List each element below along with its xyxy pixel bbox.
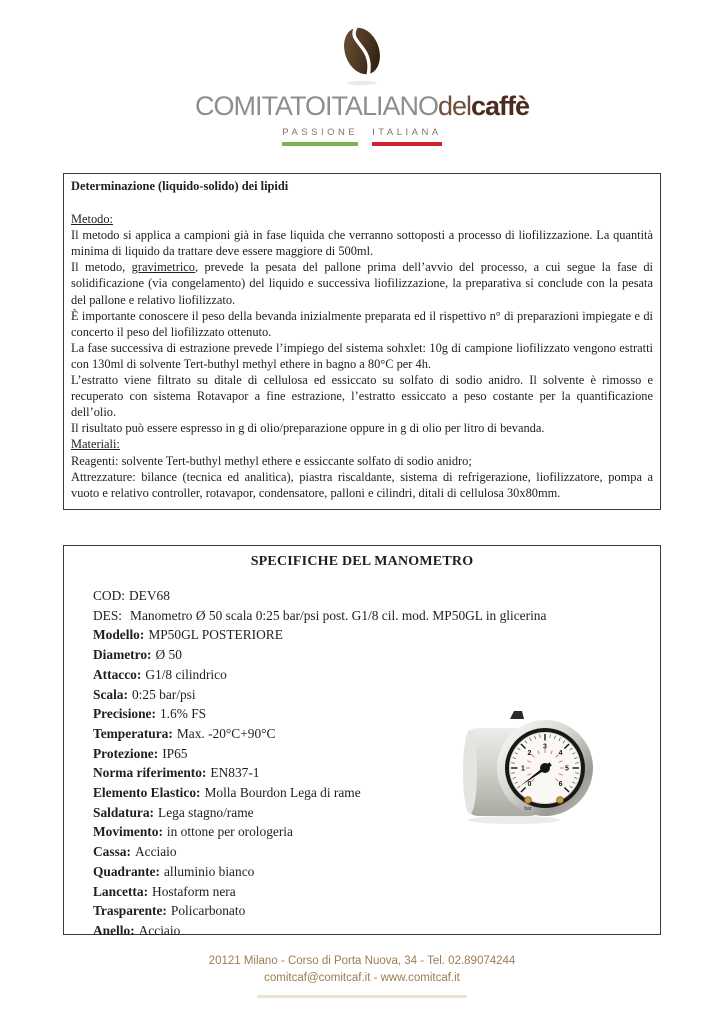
coffee-bean-icon: [0, 20, 724, 92]
spec-row-anello: Anello: Acciaio: [93, 922, 181, 938]
footer-address: 20121 Milano - Corso di Porta Nuova, 34 - Tel. 02.89074244: [208, 955, 516, 967]
spec-row-diametro: Diametro: Ø 50: [93, 647, 182, 663]
svg-text:1: 1: [521, 765, 525, 773]
svg-text:3: 3: [543, 743, 547, 751]
spec-row-lancetta: Lancetta: Hostaform nera: [93, 883, 236, 899]
spec-row-cassa: Cassa: Acciaio: [93, 844, 177, 860]
paragraph-result: Il risultato può essere espresso in g di olio/preparazione oppure in g di olio per litro di bevanda.: [71, 421, 545, 436]
spec-row-trasparente: Trasparente: Policarbonato: [93, 903, 246, 919]
spec-row-des: DES: Manometro Ø 50 scala 0:25 bar/psi post. G1/8 cil. mod. MP50GL in glicerina: [93, 607, 547, 623]
brand-tagline: [0, 127, 724, 146]
spec-row-saldatura: Saldatura: Lega stagno/rame: [93, 804, 254, 820]
svg-text:5: 5: [565, 765, 569, 773]
spec-row-modello: Modello: MP50GL POSTERIORE: [93, 627, 283, 643]
paragraph-gravimetric: Il metodo, gravimetrico, prevede la pesata del pallone prima dell’avvio del processo, a cui segue la fase di solidificazione (via congelamento) del liquido e successiva liofilizzazione, la preparativa si conclude con la pesata del pallone e relativo liofilizzato.: [71, 260, 653, 307]
gravimetrico-underlined: gravimetrico: [131, 260, 195, 275]
footer-contacts: comitcaf@comitcaf.it - www.comitcaf.it: [264, 972, 460, 984]
spec-row-temperatura: Temperatura: Max. -20°C+90°C: [93, 725, 276, 741]
spec-row-quadrante: Quadrante: alluminio bianco: [93, 863, 255, 879]
manometer-box-title: SPECIFICHE DEL MANOMETRO: [250, 554, 474, 569]
brand-part-caffe: caffè: [471, 91, 530, 121]
svg-text:6: 6: [558, 781, 563, 789]
paragraph-soxhlet: La fase successiva di estrazione prevede l’impiego del sistema sohxlet: 10g di campione liofilizzato vengono estratti con 130ml di solvente Tert-buthyl methyl ethere in bagno a 80°C per 4h.: [71, 340, 653, 371]
spec-row-elemento: Elemento Elastico: Molla Bourdon Lega di rame: [93, 785, 361, 801]
brand-part-del: del: [437, 91, 472, 121]
svg-text:0: 0: [527, 781, 532, 789]
spec-row-protezione: Protezione: IP65: [93, 745, 188, 761]
spec-row-norma: Norma riferimento: EN837-1: [93, 765, 260, 781]
paragraph-method-scope: Il metodo si applica a campioni già in fase liquida che verranno sottoposti a processo di liofilizzazione. La quantità minima di liquido da trattare deve essere maggiore di 500ml.: [71, 228, 653, 259]
manometer-spec-box: [63, 545, 661, 938]
brand-part-comitato: COMITATOITALIANO: [194, 91, 438, 121]
spec-row-cod: COD: DEV68: [93, 588, 170, 603]
svg-text:4: 4: [558, 750, 563, 758]
gauge-unit-label: bar: [524, 806, 532, 812]
tagline-italiana: ITALIANA: [372, 127, 442, 146]
spec-row-scala: Scala: 0:25 bar/psi: [93, 686, 196, 702]
spec-row-movimento: Movimento: in ottone per orologeria: [93, 824, 293, 840]
footer: [0, 953, 724, 998]
footer-divider: [257, 995, 467, 998]
pressure-gauge-image: [456, 704, 604, 832]
svg-text:2: 2: [527, 750, 532, 758]
spec-row-attacco: Attacco: G1/8 cilindrico: [93, 666, 227, 682]
paragraph-weights: È importante conoscere il peso della bevanda inizialmente preparata ed il rispettivo n° di preparazioni impiegate e di concerto il peso del liofilizzato ottenuto.: [71, 308, 653, 339]
materiali-heading: Materiali:: [71, 437, 120, 452]
lipids-box-title: Determinazione (liquido-solido) dei lipidi: [71, 179, 289, 193]
tagline-passione: PASSIONE: [282, 127, 358, 146]
paragraph-extract: L’estratto viene filtrato su ditale di cellulosa ed essiccato su solfato di sodio anidro. Il solvente è rimosso e recuperato con sistema Rotavapor a fine estrazione, l’estratto essiccato a peso costante per la quantificazione dell’olio.: [71, 373, 653, 420]
spec-row-precisione: Precisione: 1.6% FS: [93, 706, 207, 722]
lipids-method-box: [63, 173, 661, 510]
company-logo: [0, 20, 724, 146]
paragraph-equipment: Attrezzature: bilance (tecnica ed analitica), piastra riscaldante, sistema di refrigerazione, liofilizzatore, pompa a vuoto e relativo controller, rotavapor, condensatore, palloni e cilindri, ditali di cellulosa 30x80mm.: [71, 469, 653, 500]
paragraph-reagents: Reagenti: solvente Tert-buthyl methyl ethere e essiccante solfato di sodio anidro;: [71, 453, 472, 468]
metodo-heading: Metodo:: [71, 212, 113, 227]
brand-wordmark: [0, 92, 724, 120]
